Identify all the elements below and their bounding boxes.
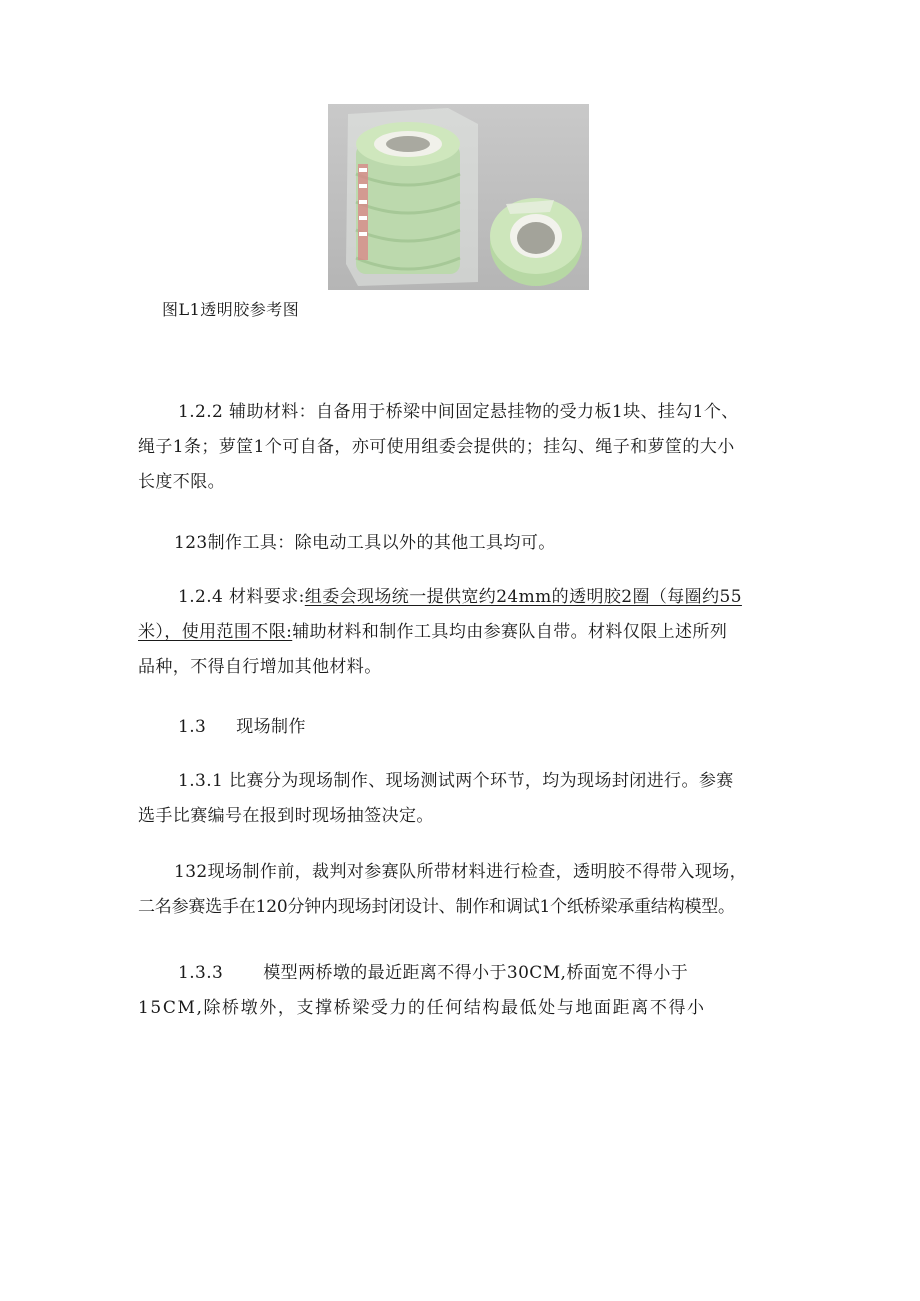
paragraph-line (138, 615, 798, 650)
tape-photo (328, 104, 589, 290)
paragraph-text: 辅助材料和制作工具均由参赛队自带。材料仅限上述所列 (292, 622, 728, 642)
paragraph-line: 1.2.2 辅助材料：自备用于桥梁中间固定悬挂物的受力板1块、挂勾1个、 (178, 402, 739, 422)
paragraph-line: 二名参赛选手在120分钟内现场封闭设计、制作和调试1个纸桥梁承重结构模型。 (138, 897, 735, 917)
paragraph-1-3-1 (138, 764, 798, 834)
paragraph-line: 1.3.1 比赛分为现场制作、现场测试两个环节，均为现场封闭进行。参赛 (178, 771, 734, 791)
paragraph-line: 132现场制作前，裁判对参赛队所带材料进行检查，透明胶不得带入现场， (174, 862, 748, 882)
paragraph-1-2-2 (138, 395, 798, 500)
paragraph-1-2-3 (138, 526, 798, 561)
paragraph-line: 品种，不得自行增加其他材料。 (138, 657, 382, 677)
section-number: 1.3 (178, 717, 207, 737)
paragraph-1-3-3 (138, 956, 798, 1026)
tape-rolls-illustration (328, 104, 589, 290)
section-title: 现场制作 (236, 717, 306, 737)
paragraph-1-2-4 (138, 580, 798, 685)
heading-line (138, 710, 798, 745)
paragraph-text: 模型两桥墩的最近距离不得小于30CM,桥面宽不得小于 (263, 963, 689, 983)
paragraph-line (138, 956, 798, 991)
underlined-text: 米），使用范围不限: (138, 622, 293, 642)
paragraph-line: 选手比赛编号在报到时现场抽签决定。 (138, 806, 434, 826)
paragraph-line (138, 580, 798, 615)
section-heading-1-3 (138, 710, 798, 745)
material-requirement-label: 1.2.4 材料要求: (178, 587, 305, 607)
paragraph-line: 绳子1条；萝筐1个可自备，亦可使用组委会提供的；挂勾、绳子和萝筐的大小 (138, 437, 735, 457)
paragraph-1-3-2 (138, 855, 798, 925)
figure-caption: 图L1透明胶参考图 (162, 300, 300, 319)
underlined-text: 组委会现场统一提供宽约24mm的透明胶2圈（每圈约55 (304, 587, 742, 607)
paragraph-line: 15CM,除桥墩外，支撑桥梁受力的任何结构最低处与地面距离不得小 (138, 998, 706, 1018)
paragraph-line: 123制作工具：除电动工具以外的其他工具均可。 (174, 533, 556, 553)
paragraph-line: 长度不限。 (138, 472, 225, 492)
section-number: 1.3.3 (178, 963, 224, 983)
